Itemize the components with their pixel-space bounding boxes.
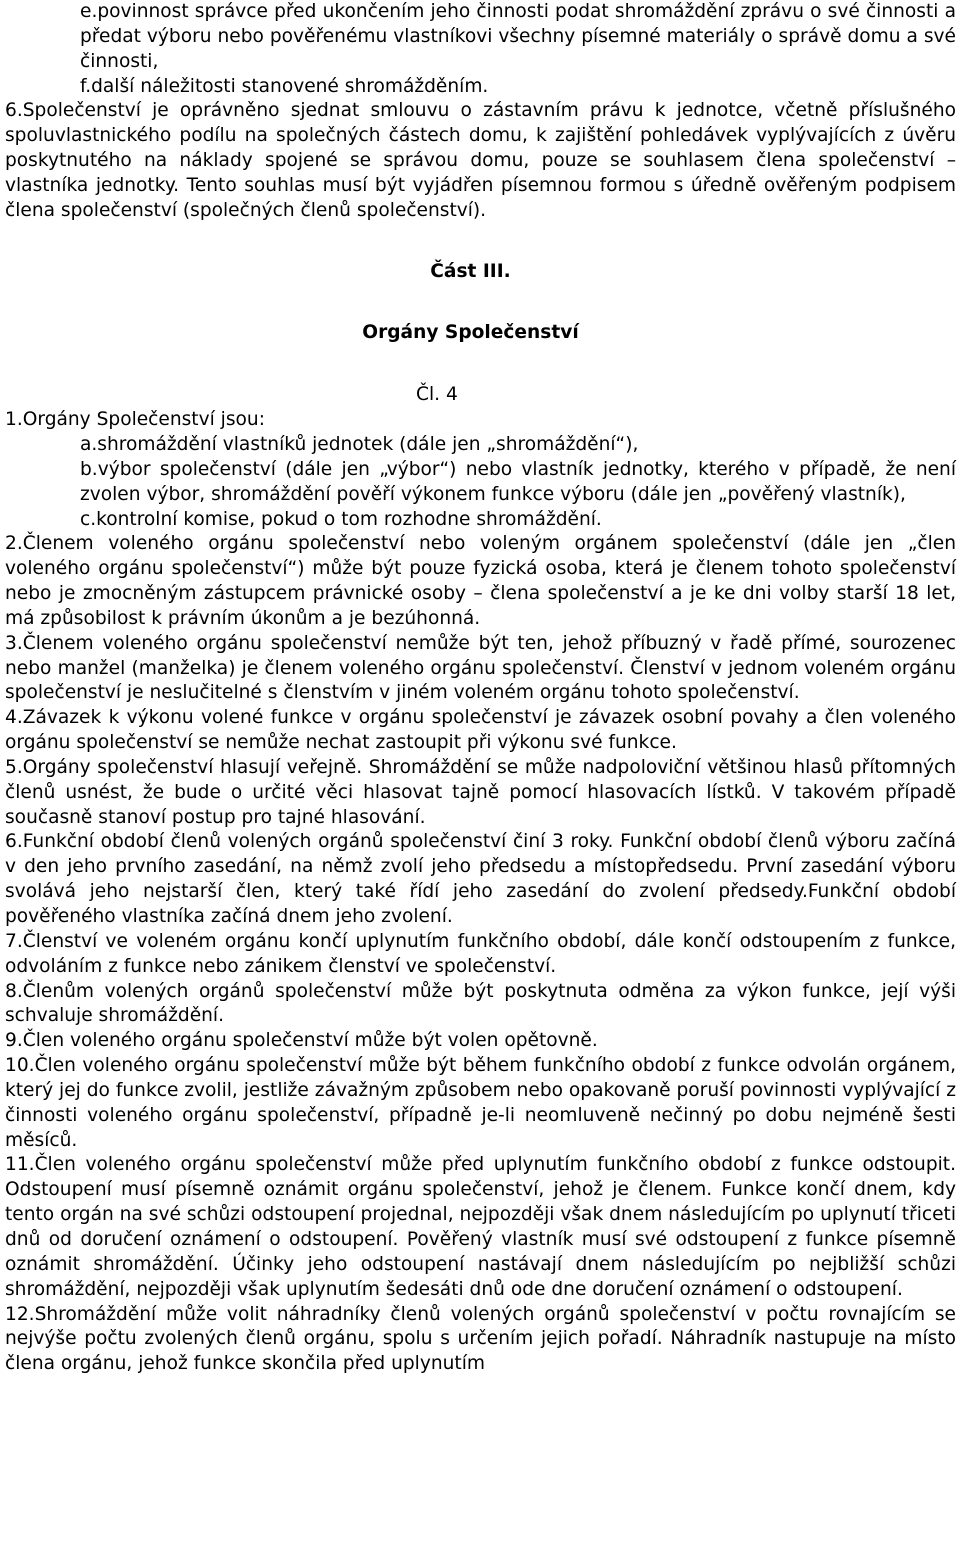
list-item-f: f.další náležitosti stanovené shromážděním. — [80, 75, 489, 97]
art4-paragraph-5: 5.Orgány společenství hlasují veřejně. Shromáždění se může nadpoloviční většinou hlasů přítomných členů usnést, že bude o určité věci hlasovat tajně pomocí hlasovacích lístků. V takovém případě současně stanoví postup pro tajné hlasování. — [5, 756, 956, 828]
part-title: Orgány Společenství — [362, 322, 579, 344]
art4-paragraph-8: 8.Členům volených orgánů společenství může být poskytnuta odměna za výkon funkce, její výši schvaluje shromáždění. — [5, 980, 956, 1027]
art4-paragraph-6: 6.Funkční období členů volených orgánů společenství činí 3 roky. Funkční období členů výboru začíná v den jeho prvního zasedání, na němž zvolí jeho předsedu a místopředsedu. První zasedání výboru svolává jeho nejstarší člen, který také řídí jeho zasedání do zvolení předsedy.Funkční období pověřeného vlastníka začíná dnem jeho zvolení. — [5, 831, 956, 927]
art4-list-item-b: b.výbor společenství (dále jen „výbor“) nebo vlastník jednotky, kterého v případě, že není zvolen výbor, shromáždění pověří výkonem funkce výboru (dále jen „pověřený vlastník), — [80, 458, 956, 505]
art4-paragraph-1: 1.Orgány Společenství jsou: — [5, 409, 265, 431]
art4-list-item-c: c.kontrolní komise, pokud o tom rozhodne shromáždění. — [80, 508, 602, 530]
art4-paragraph-7: 7.Členství ve voleném orgánu končí uplynutím funkčního období, dále končí odstoupením z funkce, odvoláním z funkce nebo zánikem členství ve společenství. — [5, 930, 956, 977]
art4-paragraph-10: 10.Člen voleného orgánu společenství může být během funkčního období z funkce odvolán orgánem, který jej do funkce zvolil, jestliže závažným způsobem nebo opakovaně poruší povinnosti vyplývající z činnosti voleného orgánu společenství, případně je-li neomluveně nečinný po dobu nejméně šesti měsíců. — [5, 1055, 956, 1151]
art4-list-item-a: a.shromáždění vlastníků jednotek (dále jen „shromáždění“), — [80, 433, 639, 455]
list-item-e: e.povinnost správce před ukončením jeho činnosti podat shromáždění zprávu o své činnosti a předat výboru nebo pověřenému vlastníkovi všechny písemné materiály o správě domu a své činnosti, — [80, 1, 956, 72]
art4-paragraph-2: 2.Členem voleného orgánu společenství nebo voleným orgánem společenství (dále jen „člen voleného orgánu společenství“) může být pouze fyzická osoba, která je členem tohoto společenství nebo je zmocněným zástupcem právnické osoby – člena společenství a je ke dni volby starší 18 let, má způsobilost k právním úkonům a je bezúhonná. — [5, 533, 956, 629]
part-heading: Část III. — [430, 260, 511, 282]
art4-paragraph-4: 4.Závazek k výkonu volené funkce v orgánu společenství je závazek osobní povahy a člen voleného orgánu společenství se nemůže nechat zastoupit při výkonu své funkce. — [5, 707, 956, 754]
art4-paragraph-12: 12.Shromáždění může volit náhradníky členů volených orgánů společenství v počtu rovnajícím se nejvýše počtu zvolených členů orgánu, spolu s určením jejich pořadí. Náhradník nastupuje na místo člena orgánu, jehož funkce skončila před uplynutím — [5, 1303, 956, 1375]
article-heading: Čl. 4 — [416, 384, 458, 406]
art4-paragraph-11: 11.Člen voleného orgánu společenství může před uplynutím funkčního období z funkce odstoupit. Odstoupení musí písemně oznámit orgánu společenství, jehož je členem. Funkce končí dnem, kdy tento orgán na své schůzi odstoupení projednal, nejpozději však dnem následujícím po uplynutí třiceti dnů od doručení oznámení o odstoupení. Pověřený vlastník musí své odstoupení z funkce písemně oznámit shromáždění. Účinky jeho odstoupení nastávají dnem následujícím po nejbližší schůzi shromáždění, nejpozději však uplynutím šedesáti dnů ode dne doručení oznámení o odstoupení. — [5, 1154, 956, 1300]
paragraph-6: 6.Společenství je oprávněno sjednat smlouvu o zástavním právu k jednotce, včetně příslušného spoluvlastnického podílu na společných částech domu, k zajištění pohledávek vyplývajících z úvěru poskytnutého na náklady spojené se správou domu, pouze se souhlasem člena společenství – vlastníka jednotky. Tento souhlas musí být vyjádřen písemnou formou s úředně ověřeným podpisem člena společenství (společných členů společenství). — [5, 100, 956, 221]
art4-paragraph-9: 9.Člen voleného orgánu společenství může být volen opětovně. — [5, 1030, 598, 1052]
art4-paragraph-3: 3.Členem voleného orgánu společenství nemůže být ten, jehož příbuzný v řadě přímé, sourozenec nebo manžel (manželka) je členem voleného orgánu společenství. Členství v jednom voleném orgánu společenství je neslučitelné s členstvím v jiném voleném orgánu tohoto společenství. — [5, 632, 956, 704]
document-page — [5, 0, 956, 1377]
